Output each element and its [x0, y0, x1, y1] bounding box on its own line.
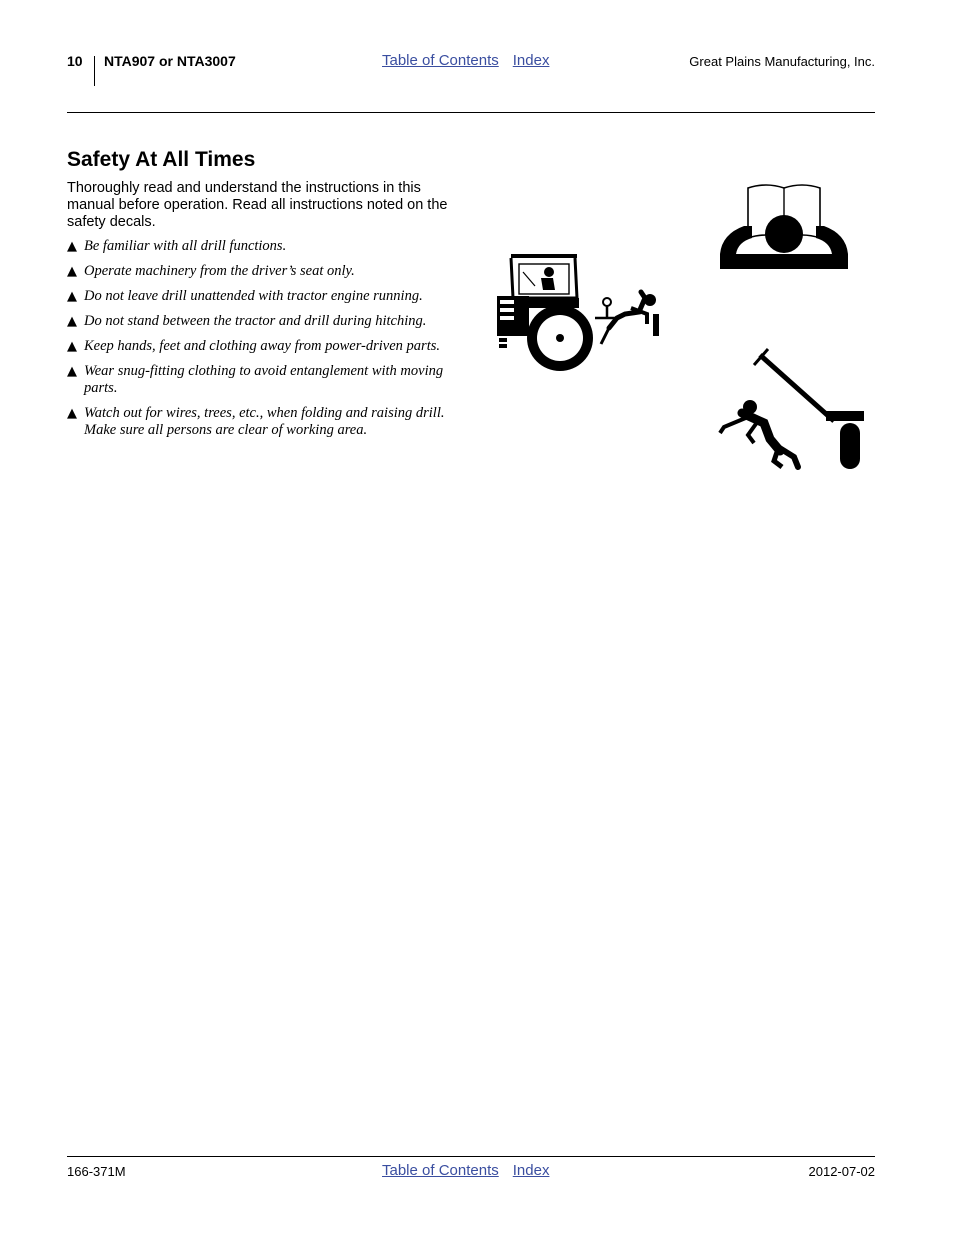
section-intro: Thoroughly read and understand the instructions in this manual before operation. Read all instructions noted on the safety decals.: [67, 180, 448, 230]
triangle-bullet-icon: ▲: [67, 339, 77, 354]
document-date: 2012-07-02: [808, 1164, 875, 1179]
triangle-bullet-icon: ▲: [67, 264, 77, 279]
index-link[interactable]: Index: [512, 52, 550, 69]
list-item: [67, 405, 462, 439]
section-title: Safety At All Times: [67, 148, 256, 171]
toc-link[interactable]: Table of Contents: [382, 52, 499, 69]
list-item: [67, 338, 462, 355]
header-nav: [382, 52, 549, 69]
person-reading-manual-icon: [718, 182, 850, 272]
list-item: [67, 263, 462, 280]
bullet-text: Do not stand between the tractor and drill during hitching.: [84, 313, 427, 329]
list-item: [67, 313, 462, 330]
bullet-text: Operate machinery from the driver’s seat only.: [84, 263, 355, 279]
toc-link[interactable]: Table of Contents: [382, 1162, 499, 1179]
triangle-bullet-icon: ▲: [67, 364, 77, 379]
header-divider: [94, 56, 95, 86]
bullet-text: Keep hands, feet and clothing away from power-driven parts.: [84, 338, 440, 354]
document-number: 166-371M: [67, 1164, 126, 1179]
safety-bullet-list: [67, 238, 462, 447]
bullet-text: Wear snug-fitting clothing to avoid entanglement with moving parts.: [84, 363, 444, 396]
footer-nav: [382, 1162, 549, 1179]
footer-rule: [67, 1156, 875, 1157]
index-link[interactable]: Index: [512, 1162, 550, 1179]
triangle-bullet-icon: ▲: [67, 314, 77, 329]
bullet-text: Watch out for wires, trees, etc., when folding and raising drill. Make sure all persons are clear of working area.: [84, 405, 445, 438]
falling-tongue-hazard-icon: [718, 343, 866, 473]
header-rule: [67, 112, 875, 113]
triangle-bullet-icon: ▲: [67, 289, 77, 304]
bullet-text: Be familiar with all drill functions.: [84, 238, 287, 254]
list-item: [67, 363, 462, 397]
list-item: [67, 288, 462, 305]
tractor-crush-hazard-icon: [497, 252, 663, 376]
model-title: NTA907 or NTA3007: [104, 53, 236, 69]
triangle-bullet-icon: ▲: [67, 239, 77, 254]
company-name: Great Plains Manufacturing, Inc.: [689, 54, 875, 69]
list-item: [67, 238, 462, 255]
bullet-text: Do not leave drill unattended with tractor engine running.: [84, 288, 423, 304]
triangle-bullet-icon: ▲: [67, 406, 77, 421]
page-number: 10: [67, 53, 83, 69]
